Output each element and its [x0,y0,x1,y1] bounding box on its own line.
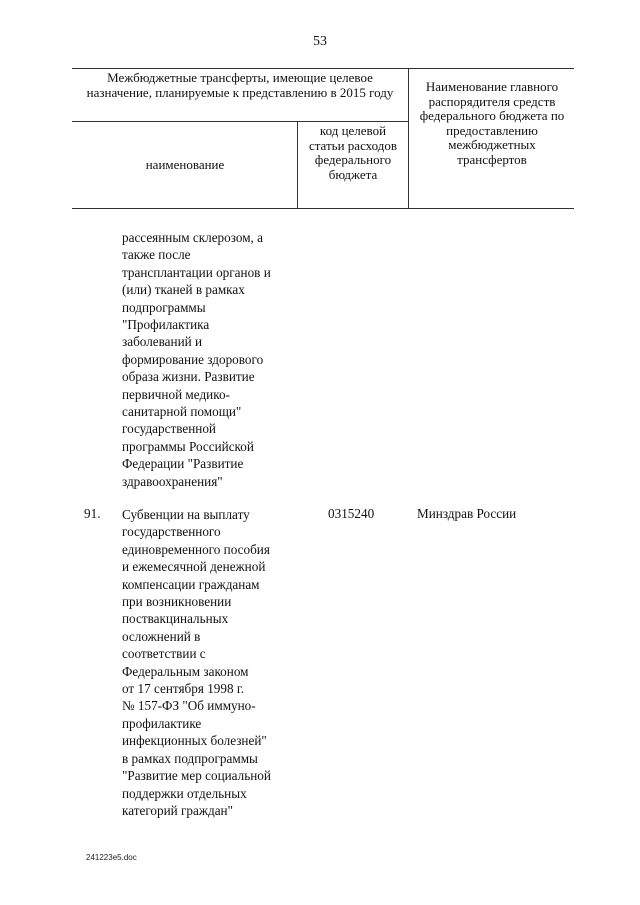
row-number: 91. [84,506,101,521]
row-name-line: при возникновении [122,594,232,610]
footer-file-code: 241223e5.doc [86,853,137,862]
row-name-line: Федерации "Развитие [122,456,244,472]
row-code: 0315240 [328,506,375,521]
row-name-line: рассеянным склерозом, а [122,230,263,245]
row-name-line: № 157-ФЗ "Об иммуно- [122,698,256,714]
row-name-line: единовременного пособия [122,541,270,557]
header-bottom-rule [72,208,574,209]
row-name-line: "Профилактика [122,317,210,333]
page-number: 53 [313,34,327,49]
row-name [122,229,302,490]
row-name-line: соответствии с [122,646,206,662]
header-group-title: Межбюджетные трансферты, имеющие целевое назначение, планируемые к представлению в 2015 году [86,70,394,100]
row-name-line: профилактике [122,715,202,731]
row-name-line: осложнений в [122,628,201,644]
row-name-line: Федеральным законом [122,663,249,679]
row-name-line: инфекционных болезней" [122,733,267,749]
row-name-line: государственного [122,524,221,540]
row-name-line: (или) тканей в рамках [122,282,245,298]
row-name-line: поддержки отдельных [122,785,247,801]
row-name-line: от 17 сентября 1998 г. [122,681,245,697]
row-name-line: и ежемесячной денежной [122,559,266,575]
row-name-line: образа жизни. Развитие [122,369,255,385]
row-name-line: в рамках подпрограммы [122,750,258,766]
row-name-line: государственной [122,421,216,437]
row-name-line: программы Российской [122,438,254,454]
header-col-code: код целевой статьи расходов федерального бюджета [308,123,398,182]
row-name-line: также после [122,247,191,263]
row-name-line: санитарной помощи" [122,404,242,420]
row-name-line: заболеваний и [122,334,203,350]
row-name-line: Субвенции на выплату [122,507,250,522]
header-middle-rule [72,121,408,122]
row-name-line: "Развитие мер социальной [122,768,271,784]
row-name-line: трансплантации органов и [122,264,271,280]
header-col-name: наименование [145,157,225,172]
row-admin: Минздрав России [417,506,517,521]
header-top-rule [72,68,574,69]
row-name-line: поствакцинальных [122,611,229,627]
row-name [122,506,312,819]
header-divider-code [297,121,298,209]
row-name-line: подпрограммы [122,299,206,315]
header-divider-right [408,68,409,209]
row-name-line: здравоохранения" [122,473,223,489]
header-col-admin: Наименование главного распорядителя средств федерального бюджета по предоставлению межбюджетных трансфертов [419,79,565,167]
row-name-line: формирование здорового [122,351,264,367]
row-name-line: категорий граждан" [122,802,233,818]
row-name-line: компенсации гражданам [122,576,260,592]
row-name-line: первичной медико- [122,386,230,402]
